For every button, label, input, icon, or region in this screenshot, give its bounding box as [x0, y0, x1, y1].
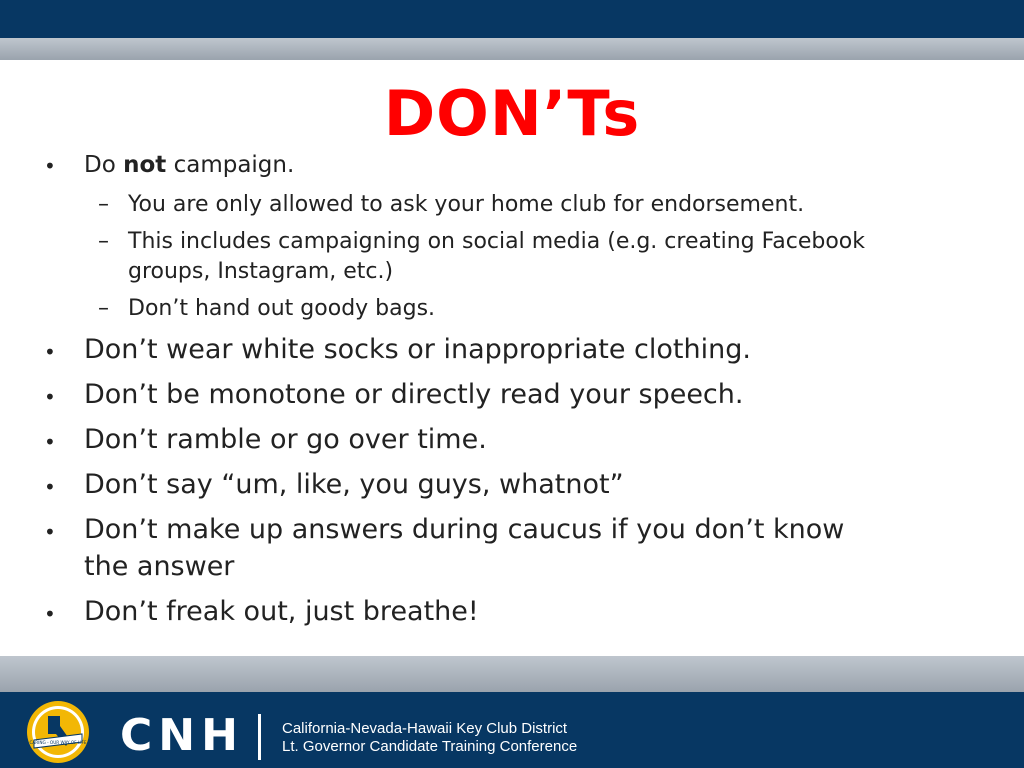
- bullet-item: Don’t freak out, just breathe!: [84, 596, 479, 627]
- footer-line-1: California-Nevada-Hawaii Key Club District: [282, 720, 568, 737]
- bullet-dot: •: [44, 385, 56, 409]
- sub-item: This includes campaigning on social media (e.g. creating Facebook: [128, 229, 865, 254]
- sub-dash: –: [98, 296, 109, 321]
- sub-dash: –: [98, 192, 109, 217]
- bottom-gradient-strip: [0, 656, 1024, 692]
- bullet-item: Don’t ramble or go over time.: [84, 424, 487, 455]
- top-gradient-strip: [0, 38, 1024, 60]
- top-banner: [0, 0, 1024, 38]
- bullet-bold-word: not: [123, 152, 167, 178]
- logo-text: CARING - OUR WAY OF LIFE: [29, 740, 87, 745]
- bullet-item-continuation: the answer: [84, 551, 235, 582]
- bullet-dot: •: [44, 340, 56, 364]
- bullet-item: Don’t say “um, like, you guys, whatnot”: [84, 469, 624, 500]
- bullet-item: Don’t make up answers during caucus if you don’t know: [84, 514, 845, 545]
- bullet-dot: •: [44, 154, 56, 178]
- bullet-item: Don’t wear white socks or inappropriate clothing.: [84, 334, 751, 365]
- bullet-dot: •: [44, 430, 56, 454]
- key-club-logo-icon: [26, 700, 90, 764]
- sub-item-continuation: groups, Instagram, etc.): [128, 259, 394, 284]
- footer-line-2: Lt. Governor Candidate Training Conference: [282, 738, 578, 755]
- bullet-dot: •: [44, 520, 56, 544]
- bullet-dot: •: [44, 602, 56, 626]
- bullet-item: Don’t be monotone or directly read your speech.: [84, 379, 744, 410]
- sub-item: Don’t hand out goody bags.: [128, 296, 436, 321]
- brand-logo-text: CNH: [120, 710, 244, 761]
- sub-dash: –: [98, 229, 109, 254]
- bullet-dot: •: [44, 475, 56, 499]
- brand-separator: [258, 714, 261, 760]
- bullet-suffix: campaign.: [166, 152, 295, 178]
- sub-item: You are only allowed to ask your home club for endorsement.: [128, 192, 805, 217]
- bullet-prefix: Do: [84, 152, 124, 178]
- slide-title: DON’Ts: [383, 77, 641, 150]
- bullet-do-not-campaign: [84, 152, 294, 178]
